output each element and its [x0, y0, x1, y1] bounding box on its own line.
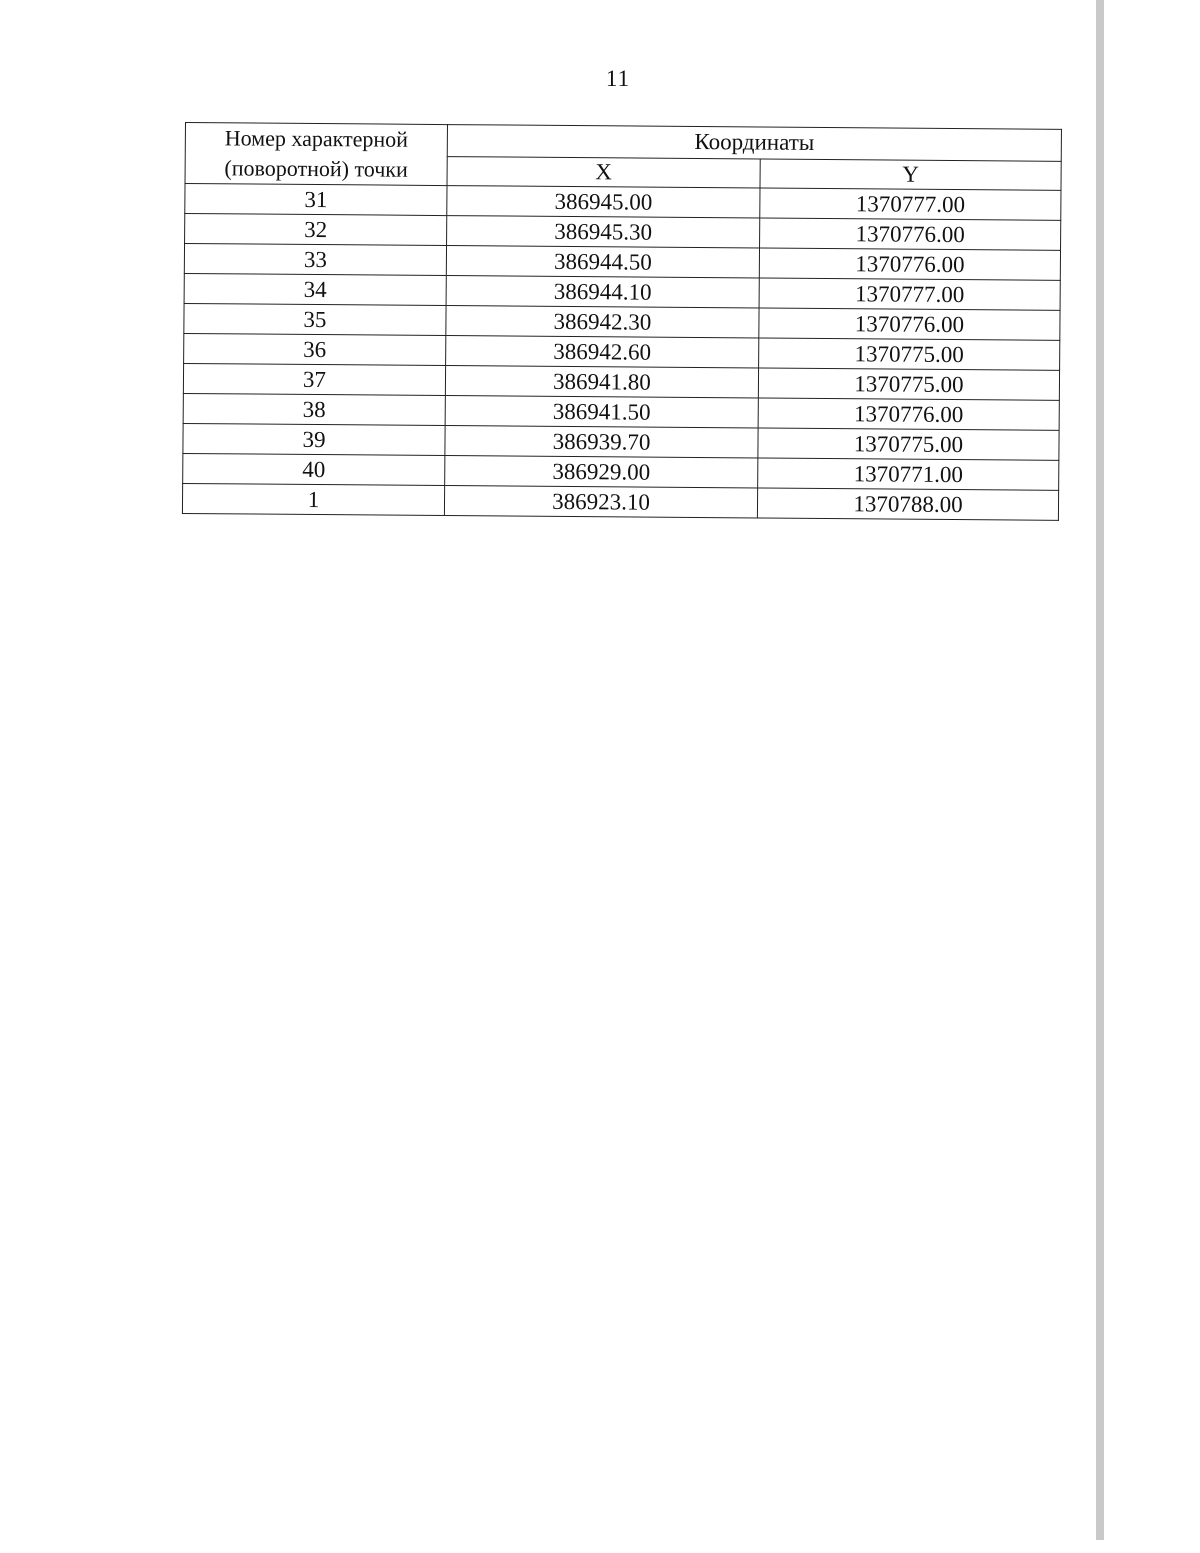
y-coordinate-cell: 1370788.00	[757, 488, 1058, 520]
point-number-cell: 35	[184, 303, 446, 335]
header-x: X	[447, 156, 760, 188]
point-number-cell: 32	[185, 214, 447, 246]
x-coordinate-cell: 386944.50	[446, 246, 759, 278]
point-number-cell: 31	[185, 184, 447, 216]
table-header-row	[185, 123, 1061, 161]
header-point-number: Номер характерной (поворотной) точки	[185, 123, 447, 186]
x-coordinate-cell: 386945.30	[447, 216, 760, 248]
point-number-cell: 1	[182, 483, 444, 515]
x-coordinate-cell: 386942.30	[446, 306, 759, 338]
x-coordinate-cell: 386923.10	[444, 486, 757, 518]
x-coordinate-cell: 386941.80	[445, 366, 758, 398]
point-number-cell: 40	[183, 453, 445, 485]
y-coordinate-cell: 1370775.00	[758, 368, 1059, 400]
y-coordinate-cell: 1370776.00	[760, 218, 1061, 250]
coordinates-table	[182, 122, 1062, 521]
x-coordinate-cell: 386929.00	[445, 456, 758, 488]
point-number-cell: 37	[183, 363, 445, 395]
x-coordinate-cell: 386945.00	[447, 186, 760, 218]
x-coordinate-cell: 386939.70	[445, 426, 758, 458]
point-number-cell: 39	[183, 423, 445, 455]
header-coordinates: Координаты	[447, 125, 1061, 161]
page-number: 11	[605, 66, 631, 91]
x-coordinate-cell: 386941.50	[445, 396, 758, 428]
y-coordinate-cell: 1370776.00	[758, 398, 1059, 430]
page-edge-shadow	[1096, 0, 1104, 1540]
point-number-cell: 34	[184, 273, 446, 305]
point-number-cell: 36	[184, 333, 446, 365]
point-number-cell: 38	[183, 393, 445, 425]
y-coordinate-cell: 1370776.00	[759, 248, 1060, 280]
y-coordinate-cell: 1370776.00	[759, 308, 1060, 340]
point-number-cell: 33	[184, 244, 446, 276]
y-coordinate-cell: 1370775.00	[759, 338, 1060, 370]
y-coordinate-cell: 1370777.00	[760, 188, 1061, 220]
y-coordinate-cell: 1370775.00	[758, 428, 1059, 460]
header-y: Y	[760, 159, 1061, 191]
table-row	[182, 483, 1058, 520]
y-coordinate-cell: 1370777.00	[759, 278, 1060, 310]
x-coordinate-cell: 386942.60	[446, 336, 759, 368]
y-coordinate-cell: 1370771.00	[758, 458, 1059, 490]
x-coordinate-cell: 386944.10	[446, 276, 759, 308]
